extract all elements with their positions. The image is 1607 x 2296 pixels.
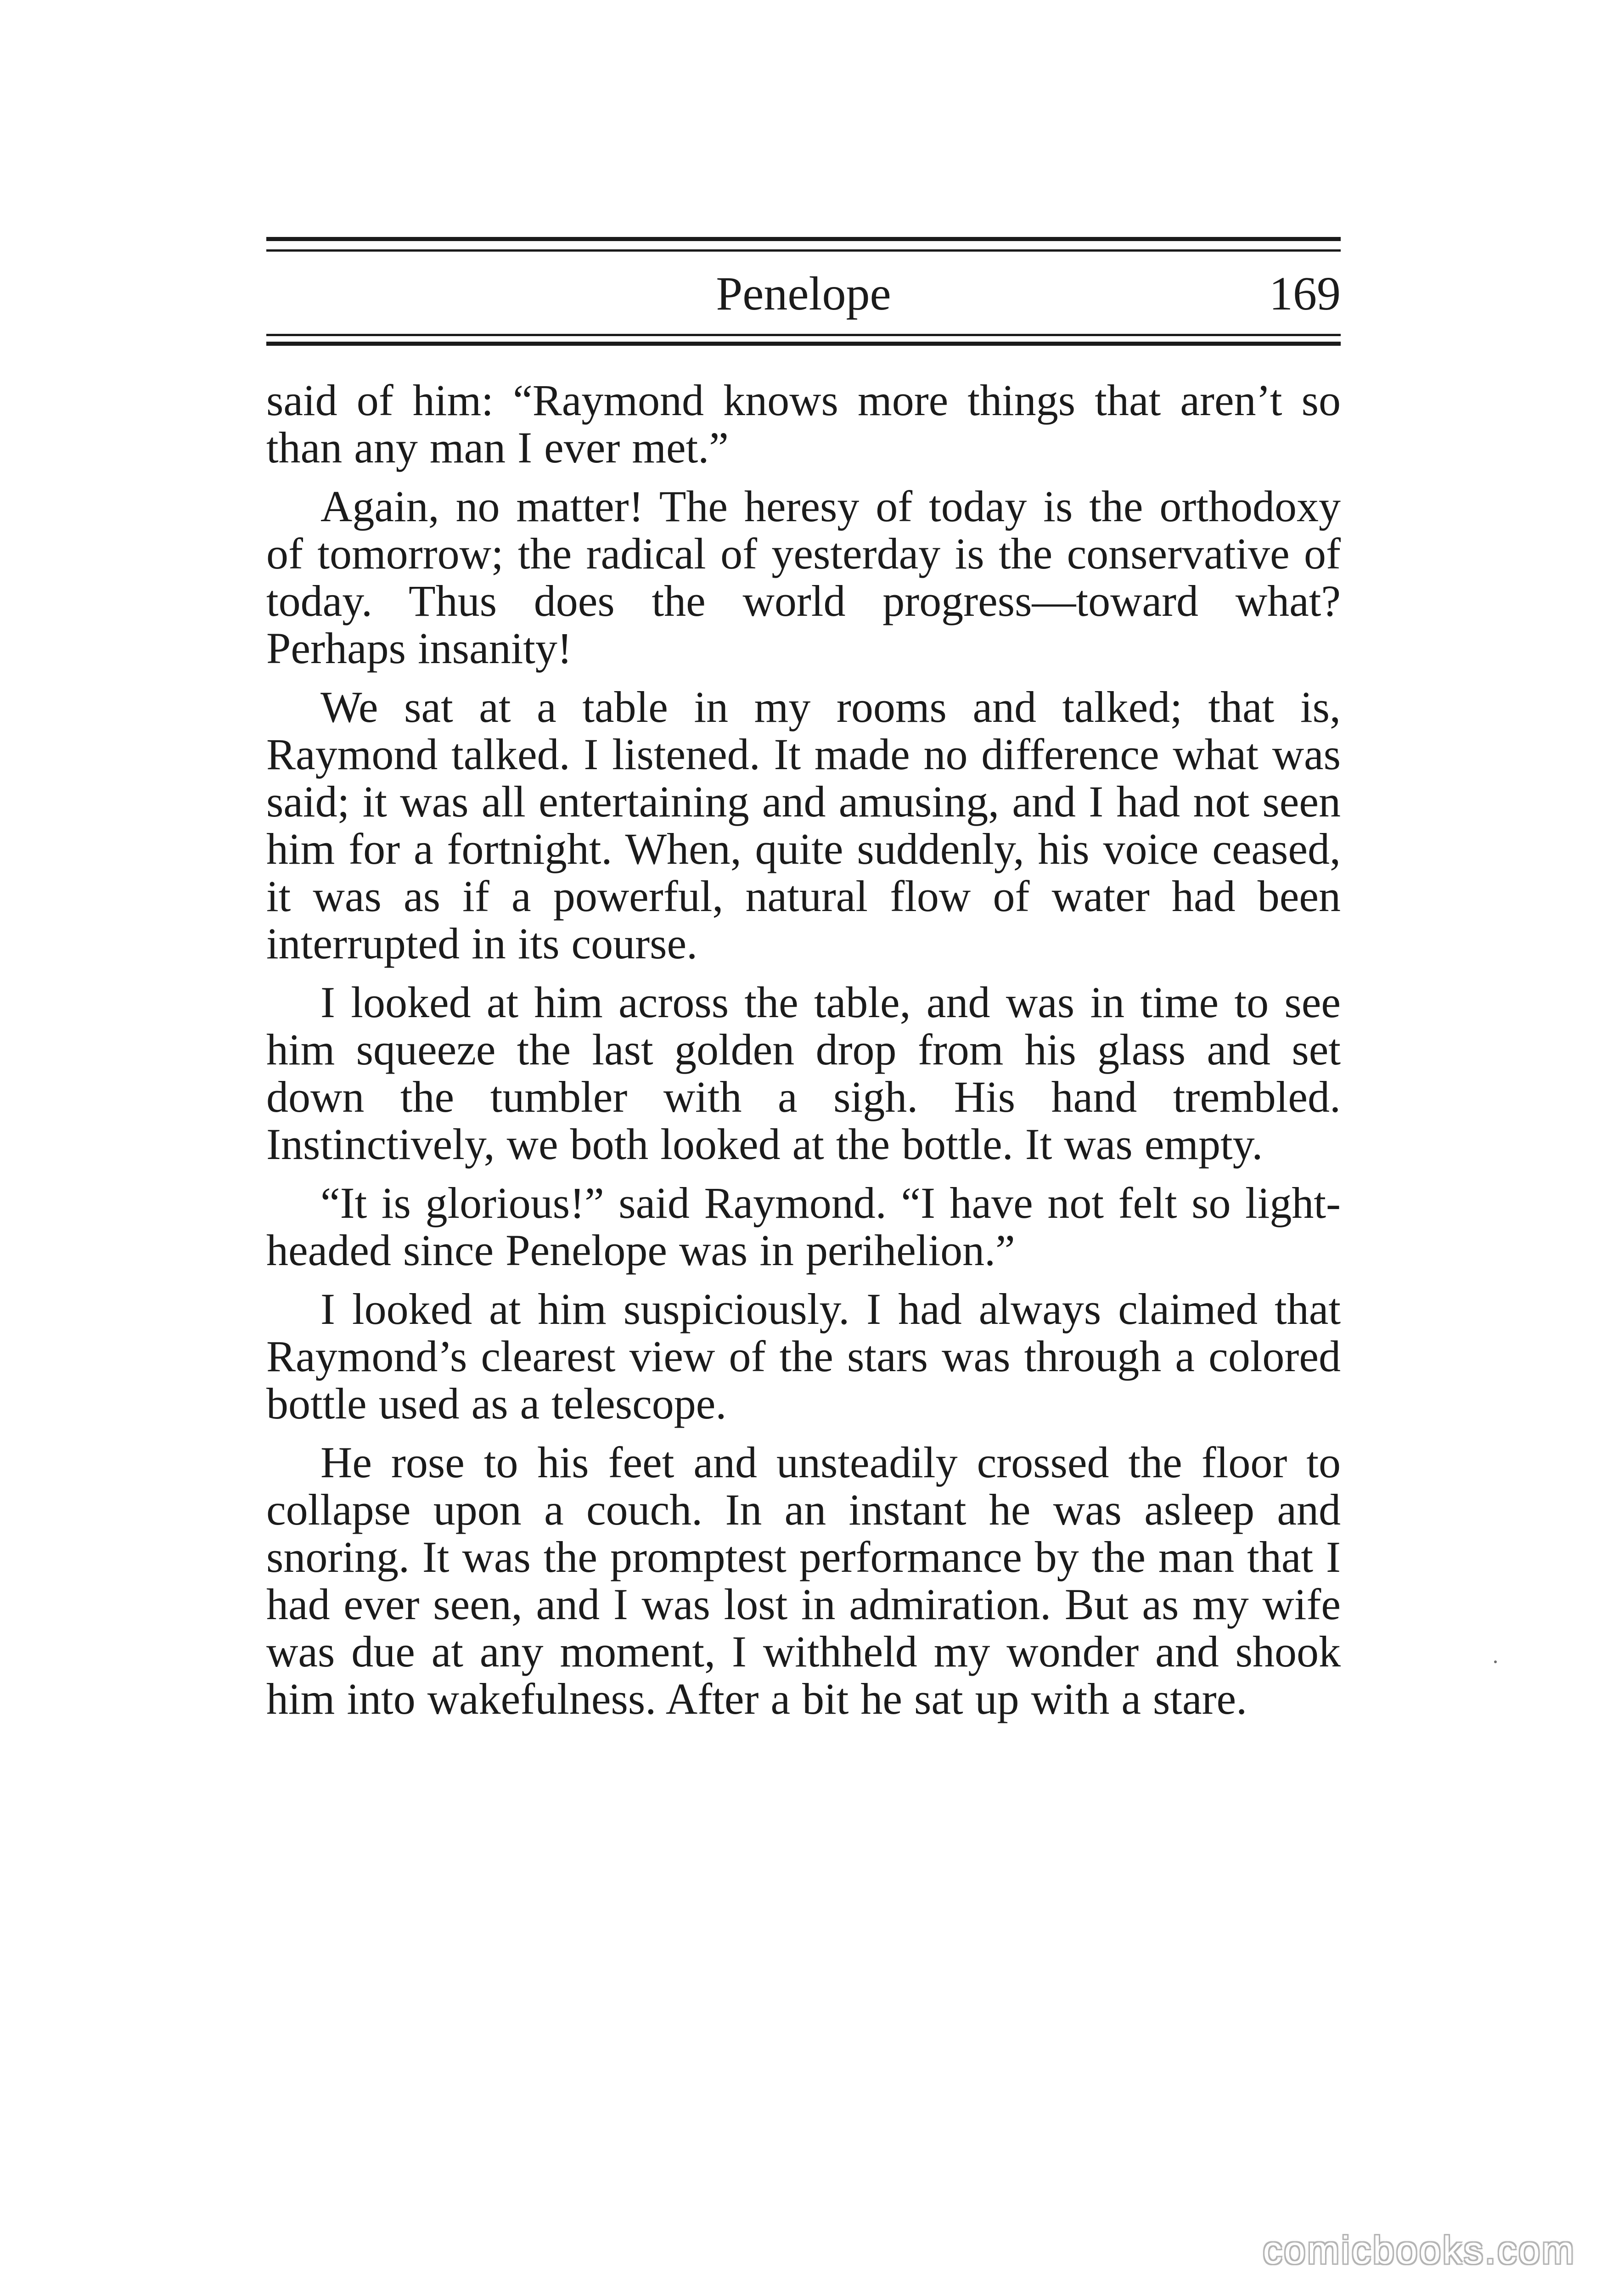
paragraph: I looked at him across the table, and was in time to see him squeeze the last golden drop from his glass and set down the tumbler with a sigh. His hand trembled. Instinctively, we both looked at the bottle. It was empty.: [266, 978, 1341, 1169]
paper-speck: [1494, 1660, 1497, 1663]
paragraph: We sat at a table in my rooms and talked; that is, Raymond talked. I listened. It made no difference what was said; it was all entertaining and amusing, and I had not seen him for a fortnight. When, quite suddenly, his voice ceased, it was as if a powerful, natural flow of water had been interrupted in its course.: [266, 682, 1341, 968]
header-top-thick-rule: [266, 237, 1341, 241]
watermark: comicbooks.com: [1263, 2228, 1576, 2272]
running-head: [266, 262, 1341, 326]
header-top-thin-rule: [266, 249, 1341, 252]
body-text: [266, 377, 1341, 1722]
paragraph: He rose to his feet and unsteadily crossed the floor to collapse upon a couch. In an instant he was asleep and snoring. It was the promptest performance by the man that I had ever seen, and I was lost in admiration. But as my wife was due at any moment, I withheld my wonder and shook him into wakefulness. After a bit he sat up with a stare.: [266, 1438, 1341, 1723]
header-bottom-thin-rule: [266, 334, 1341, 336]
header-bottom-thick-rule: [266, 342, 1341, 346]
running-title: Penelope: [716, 267, 891, 320]
paragraph: “It is glorious!” said Raymond. “I have not felt so light-headed since Penelope was in perihelion.”: [266, 1178, 1341, 1275]
paragraph-continued: said of him: “Raymond knows more things that aren’t so than any man I ever met.”: [266, 376, 1341, 472]
paragraph: I looked at him suspiciously. I had always claimed that Raymond’s clearest view of the stars was through a colored bottle used as a telescope.: [266, 1284, 1341, 1428]
page-number: 169: [1269, 267, 1341, 320]
paragraph: Again, no matter! The heresy of today is the orthodoxy of tomorrow; the radical of yesterday is the conservative of today. Thus does the world progress—toward what? Perhaps insanity!: [266, 482, 1341, 673]
